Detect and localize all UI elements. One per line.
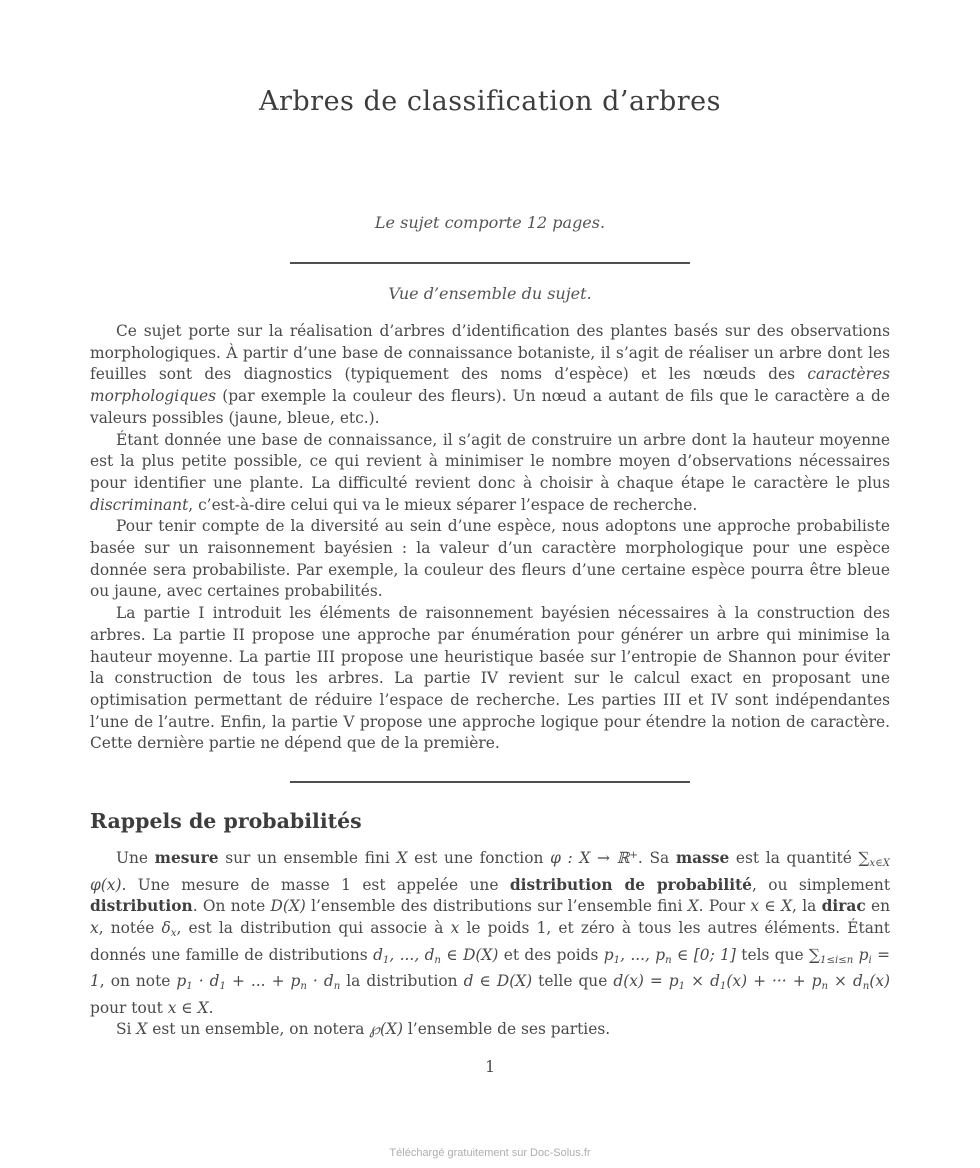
text-run: δ: [161, 919, 171, 938]
text-run: · d: [306, 972, 334, 991]
text-run: ℘(X): [369, 1020, 403, 1039]
text-run: d ∈ D(X): [463, 972, 533, 991]
text-run: n: [665, 954, 672, 966]
text-run: X: [396, 849, 408, 868]
text-run: la distribution: [340, 972, 464, 991]
text-run: , est la distribution qui associe à: [176, 919, 451, 938]
document-title: Arbres de classification d’arbres: [258, 86, 721, 117]
text-run: Étant donnée une base de connaissance, il s’agit de construire un arbre dont la hauteur moyenne est la plus petite possible, ce qui revient à minimiser le nombre moyen d’observations nécessaires pour identifier une plante. La difficulté revient donc à choisir à chaque étape le caractère le plus: [90, 430, 890, 492]
text-run: 1≤i≤n: [819, 954, 854, 966]
text-run: ∈ D(X): [440, 945, 499, 964]
probabilites-paragraph-2: [90, 1019, 890, 1041]
text-run: × d: [685, 972, 720, 991]
text-run: p: [176, 972, 187, 991]
text-run: masse: [675, 849, 730, 868]
text-run: discriminant: [90, 495, 189, 514]
text-run: . Sa: [637, 849, 676, 868]
text-run: ∑: [858, 849, 870, 868]
text-run: et des poids: [498, 945, 604, 964]
text-run: telle que: [532, 972, 614, 991]
text-run: X: [136, 1020, 148, 1039]
section-heading-probabilites: Rappels de probabilités: [90, 809, 362, 834]
overview-paragraph-4: [90, 603, 890, 755]
text-run: ∈ [0; 1]: [671, 945, 736, 964]
text-run: l’ensemble des distributions sur l’ensemble fini: [305, 897, 688, 916]
text-run: , ..., d: [389, 945, 435, 964]
horizontal-rule-bottom: [290, 781, 690, 783]
overview-heading: Vue d’ensemble du sujet.: [388, 284, 592, 303]
text-run: × d: [828, 972, 863, 991]
overview-paragraph-1: [90, 321, 890, 430]
text-run: x ∈ X: [167, 998, 209, 1017]
text-run: 1: [613, 954, 621, 966]
horizontal-rule-top: [290, 262, 690, 264]
page-number: 1: [485, 1058, 495, 1076]
overview-paragraph-3: [90, 516, 890, 603]
text-run: +: [629, 850, 638, 862]
text-run: l’ensemble de ses parties.: [402, 1020, 611, 1039]
text-run: pour tout: [90, 998, 168, 1017]
text-run: . Une mesure de masse 1 est appelée une: [121, 875, 510, 894]
text-run: d: [373, 945, 383, 964]
text-run: x ∈ X: [750, 897, 793, 916]
text-run: x∈X: [869, 857, 890, 869]
text-run: . On note: [192, 897, 271, 916]
text-run: , la: [792, 897, 822, 916]
text-run: p: [603, 945, 614, 964]
text-run: Une: [116, 849, 155, 868]
text-run: sur un ensemble fini: [218, 849, 397, 868]
text-run: 1: [186, 981, 193, 993]
text-run: i: [868, 954, 872, 966]
text-run: x: [90, 919, 99, 938]
text-run: ∑: [808, 945, 820, 964]
text-run: 1: [219, 981, 226, 993]
text-run: n: [434, 954, 441, 966]
text-run: 1: [678, 981, 686, 993]
text-run: x: [170, 927, 177, 939]
text-run: (x): [869, 972, 891, 991]
text-run: , notée: [98, 919, 162, 938]
text-run: caractères morphologiques: [90, 365, 890, 406]
text-run: en: [865, 897, 890, 916]
text-run: d(x) = p: [613, 972, 679, 991]
text-run: Pour tenir compte de la diversité au sein d’une espèce, nous adoptons une approche probabiliste basée sur un raisonnement bayésien : la valeur d’un caractère morphologique pour une espèce donnée sera probabiliste. Par exemple, la couleur des fleurs d’une certaine espèce pourra être bleue ou jaune, avec certaines probabilités.: [90, 517, 890, 601]
footer-watermark: Téléchargé gratuitement sur Doc-Solus.fr: [389, 1147, 591, 1159]
text-run: , c’est-à-dire celui qui va le mieux séparer l’espace de recherche.: [188, 495, 698, 514]
text-run: , ou simplement: [751, 875, 891, 894]
text-run: D(X): [270, 897, 306, 916]
text-run: n: [821, 981, 829, 993]
text-run: distribution: [90, 897, 193, 916]
content-column: [90, 86, 890, 1041]
text-run: n: [333, 981, 341, 993]
text-run: = 1: [90, 945, 890, 991]
probabilites-section: [90, 845, 890, 1041]
text-run: n: [862, 981, 870, 993]
text-run: x: [450, 919, 460, 938]
text-run: , on note: [99, 972, 177, 991]
text-run: est une fonction: [407, 849, 551, 868]
text-run: 1: [719, 981, 727, 993]
text-run: (par exemple la couleur des fleurs). Un nœud a autant de fils que le caractère a de valeurs possibles (jaune, bleue, etc.).: [90, 387, 890, 427]
text-run: est la quantité: [729, 849, 859, 868]
text-run: + ... + p: [225, 972, 301, 991]
text-run: le poids 1, et zéro à tous les autres éléments. Étant donnés une famille de distributions: [90, 919, 890, 964]
text-run: est un ensemble, on notera: [147, 1020, 370, 1039]
text-run: φ : X → ℝ: [550, 849, 630, 868]
text-run: (x) + ··· + p: [726, 972, 822, 991]
text-run: dirac: [821, 897, 866, 916]
text-run: p: [853, 945, 869, 964]
text-run: mesure: [154, 849, 219, 868]
text-run: .: [208, 998, 214, 1017]
overview-section: [90, 321, 890, 755]
text-run: · d: [192, 972, 220, 991]
text-run: φ(x): [90, 875, 122, 894]
text-run: La partie I introduit les éléments de raisonnement bayésien nécessaires à la construction des arbres. La partie II propose une approche par énumération pour générer un arbre qui minimise la hauteur moyenne. La partie III propose une heuristique basée sur l’entropie de Shannon pour éviter la construction de tous les arbres. La partie IV revient sur le calcul exact en proposant une optimisation permettant de réduire l’espace de recherche. Les parties III et IV sont indépendantes l’une de l’autre. Enfin, la partie V propose une approche logique pour étendre la notion de caractère. Cette dernière partie ne dépend que de la première.: [90, 604, 890, 753]
text-run: , ..., p: [620, 945, 666, 964]
text-run: distribution de probabilité: [509, 875, 752, 894]
pages-count-note: Le sujet comporte 12 pages.: [374, 213, 606, 232]
text-run: Si: [116, 1020, 137, 1039]
text-run: n: [300, 981, 307, 993]
overview-paragraph-2: [90, 430, 890, 517]
text-run: Ce sujet porte sur la réalisation d’arbres d’identification des plantes basés sur des observations morphologiques. À partir d’une base de connaissance botaniste, il s’agit de réaliser un arbre dont les feuilles sont des diagnostics (typiquement des noms d’espèce) et les nœuds des: [90, 322, 890, 384]
text-run: . Pour: [698, 897, 751, 916]
text-run: tels que: [735, 945, 809, 964]
text-run: X: [687, 897, 699, 916]
probabilites-paragraph-1: [90, 845, 890, 1019]
text-run: 1: [382, 954, 390, 966]
